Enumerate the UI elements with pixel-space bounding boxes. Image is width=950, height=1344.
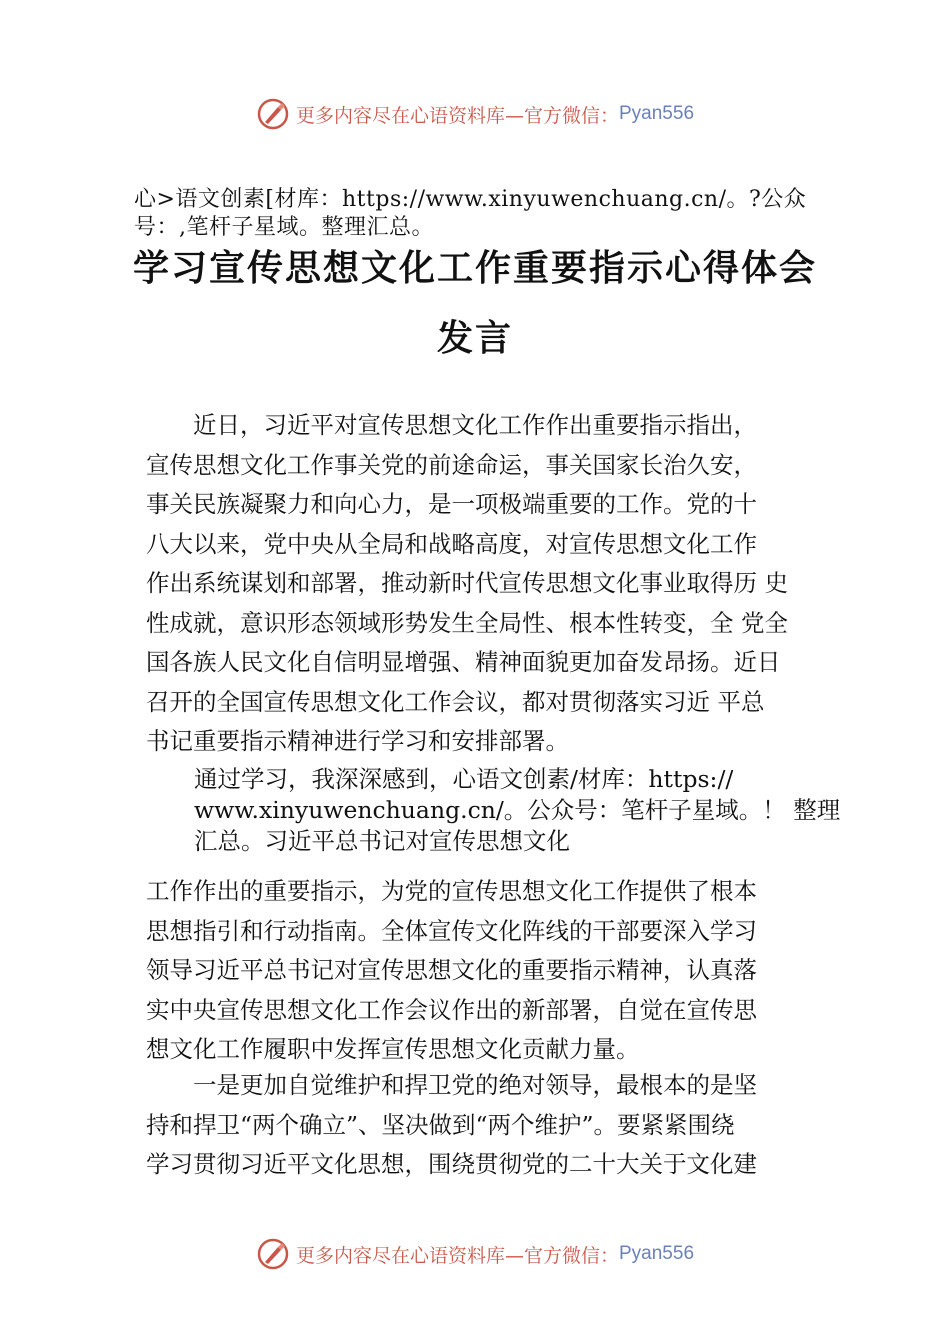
text-line: 通过学习，我深深感到，心语文创素/材库：https://	[194, 765, 734, 793]
text-line: 作出系统谋划和部署，推动新时代宣传思想文化事业取得历 史	[146, 569, 788, 597]
text-line: 性成就，意识形态领域形势发生全局性、根本性转变，全 党全	[146, 608, 788, 637]
banner-wechat-id: Pyan556	[619, 1243, 695, 1264]
text-line: 八大以来，党中央从全局和战略高度，对宣传思想文化工作	[146, 529, 757, 558]
text-line: 书记重要指示精神进行学习和安排部署。	[146, 727, 569, 755]
text-line: 学习贯彻习近平文化思想，围绕贯彻党的二十大关于文化建	[146, 1150, 757, 1178]
paragraph-4	[146, 1066, 816, 1185]
banner-contact-text: 更多内容尽在心语资料库—官方微信：	[295, 104, 619, 127]
page-title: 学习宣传思想文化工作重要指示心得体会	[132, 247, 817, 289]
paragraph-1	[146, 406, 836, 762]
text-line: 国各族人民文化自信明显增强、精神面貌更加奋发昂扬。近日	[146, 648, 781, 676]
text-line: 召开的全国宣传思想文化工作会议，都对贯彻落实习近 平总	[146, 687, 765, 716]
text-line: 领导习近平总书记对宣传思想文化的重要指示精神，认真落	[146, 956, 757, 984]
text-line: 近日，习近平对宣传思想文化工作作出重要指示指出，	[146, 411, 757, 439]
page-title-line2: 发言	[436, 317, 513, 359]
paragraph-2	[194, 764, 839, 857]
text-line: 思想指引和行动指南。全体宣传文化阵线的干部要深入学习	[146, 916, 757, 945]
text-line: 工作作出的重要指示，为党的宣传思想文化工作提供了根本	[146, 877, 757, 905]
text-line: 实中央宣传思想文化工作会议作出的新部署，自觉在宣传思	[146, 995, 757, 1024]
pen-logo-icon	[256, 97, 290, 131]
text-line: 宣传思想文化工作事关党的前途命运，事关国家长治久安，	[146, 450, 757, 479]
text-line: www.xinyuwenchuang.cn/。公众号：笔杆子星域。！ 整理	[194, 796, 841, 824]
pen-logo-icon	[256, 1237, 290, 1271]
paragraph-3	[146, 872, 816, 1070]
text-line: 一是更加自觉维护和捍卫党的绝对领导，最根本的是坚	[146, 1071, 757, 1099]
text-line: 想文化工作履职中发挥宣传思想文化贡献力量。	[146, 1035, 640, 1063]
text-line: 持和捍卫“两个确立”、坚决做到“两个维护”。要紧紧围绕	[146, 1110, 735, 1139]
banner-contact-text: 更多内容尽在心语资料库—官方微信：	[295, 1244, 619, 1267]
banner-wechat-id: Pyan556	[619, 103, 695, 124]
text-line: 汇总。习近平总书记对宣传思想文化	[194, 827, 570, 855]
top-banner	[0, 92, 950, 136]
bottom-banner	[0, 1232, 950, 1276]
source-note: 心>语文创素[材库：https://www.xinyuwenchuang.cn/。?公众号：,笔杆子星域。整理汇总。	[134, 187, 807, 240]
text-line: 事关民族凝聚力和向心力，是一项极端重要的工作。党的十	[146, 490, 757, 518]
